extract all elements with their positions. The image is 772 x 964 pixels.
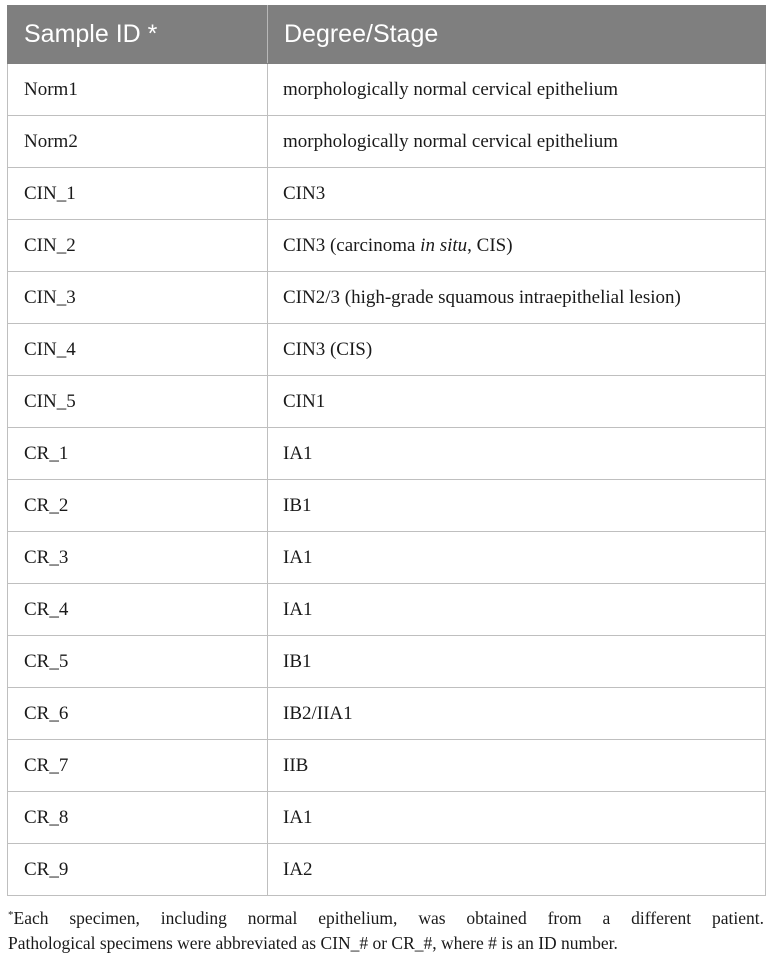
table-row	[8, 740, 766, 792]
cell-italic-text: in situ	[420, 234, 468, 256]
table-footnote	[8, 903, 764, 956]
table-body	[8, 64, 766, 896]
cell-sample-id: CR_7	[8, 740, 268, 792]
footnote-text-1: Each specimen, including normal epithelium, was obtained from a different patient.	[13, 908, 764, 928]
table-row	[8, 220, 766, 272]
cell-sample-id: CR_4	[8, 584, 268, 636]
cell-degree-stage: CIN2/3 (high-grade squamous intraepithelial lesion)	[268, 272, 766, 324]
table-row	[8, 636, 766, 688]
cell-sample-id: CIN_1	[8, 168, 268, 220]
cell-degree-stage: morphologically normal cervical epithelium	[268, 116, 766, 168]
cell-degree-stage: IA1	[268, 584, 766, 636]
cell-degree-stage: CIN3	[268, 168, 766, 220]
footnote-line-2: Pathological specimens were abbreviated as CIN_# or CR_#, where # is an ID number.	[8, 933, 618, 953]
header-row	[8, 6, 766, 64]
cell-sample-id: CR_6	[8, 688, 268, 740]
cell-degree-stage: IA1	[268, 428, 766, 480]
cell-sample-id: Norm2	[8, 116, 268, 168]
table-row	[8, 272, 766, 324]
table-row	[8, 324, 766, 376]
cell-degree-stage: IA2	[268, 844, 766, 896]
cell-degree-stage: IB1	[268, 480, 766, 532]
cell-sample-id: CIN_2	[8, 220, 268, 272]
table-row	[8, 376, 766, 428]
cell-degree-stage: morphologically normal cervical epithelium	[268, 64, 766, 116]
cell-degree-stage: IA1	[268, 792, 766, 844]
footnote-line-1	[8, 903, 764, 931]
table-row	[8, 584, 766, 636]
table-row	[8, 116, 766, 168]
cell-text-part: , CIS)	[467, 234, 513, 256]
cell-degree-stage: IB2/IIA1	[268, 688, 766, 740]
table-row	[8, 428, 766, 480]
cell-sample-id: CIN_4	[8, 324, 268, 376]
cell-degree-stage	[268, 220, 766, 272]
cell-sample-id: CR_2	[8, 480, 268, 532]
cell-sample-id: CIN_5	[8, 376, 268, 428]
cell-sample-id: CR_5	[8, 636, 268, 688]
cell-sample-id: CR_1	[8, 428, 268, 480]
table-header	[8, 6, 766, 64]
table-row	[8, 168, 766, 220]
column-header-degree-stage: Degree/Stage	[268, 6, 766, 64]
table-row	[8, 792, 766, 844]
cell-degree-stage: IA1	[268, 532, 766, 584]
cell-sample-id: CR_8	[8, 792, 268, 844]
table-row	[8, 532, 766, 584]
table-container	[7, 5, 765, 896]
cell-degree-stage: IB1	[268, 636, 766, 688]
footnote-marker: *	[8, 909, 14, 921]
cell-degree-stage: CIN1	[268, 376, 766, 428]
column-header-sample-id: Sample ID *	[8, 6, 268, 64]
cell-sample-id: Norm1	[8, 64, 268, 116]
table-row	[8, 688, 766, 740]
table-row	[8, 64, 766, 116]
cell-sample-id: CR_3	[8, 532, 268, 584]
cell-degree-stage: CIN3 (CIS)	[268, 324, 766, 376]
cell-text-part: CIN3 (carcinoma	[283, 234, 421, 256]
cell-sample-id: CIN_3	[8, 272, 268, 324]
sample-table	[7, 5, 766, 896]
table-row	[8, 844, 766, 896]
table-row	[8, 480, 766, 532]
cell-sample-id: CR_9	[8, 844, 268, 896]
cell-degree-stage: IIB	[268, 740, 766, 792]
